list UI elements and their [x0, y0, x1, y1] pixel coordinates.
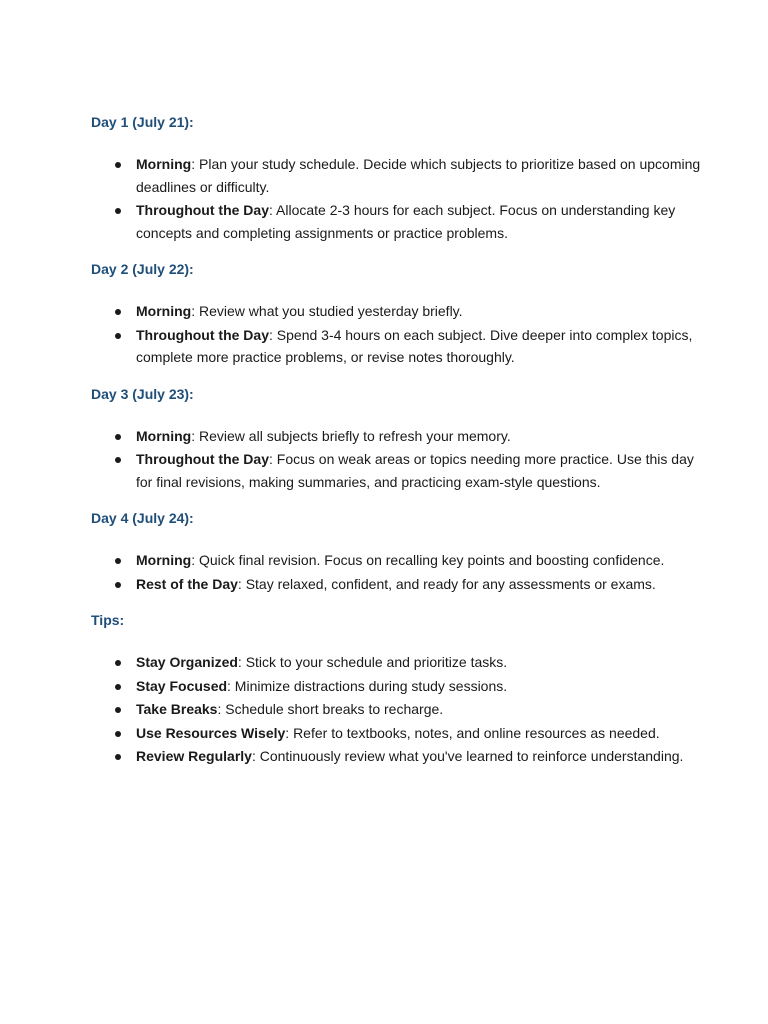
- item-text: : Stick to your schedule and prioritize tasks.: [237, 654, 508, 670]
- bullet-icon: [115, 731, 121, 737]
- item-text: : Refer to textbooks, notes, and online resources as needed.: [285, 724, 660, 741]
- item-text: : Plan your study schedule. Decide which subjects to prioritize based on upcoming deadlines or difficulty.: [136, 156, 701, 195]
- bullet-icon: [115, 457, 121, 463]
- item-text: : Allocate 2-3 hours for each subject. Focus on understanding key concepts and completing assignments or practice problems.: [136, 202, 676, 241]
- bullet-icon: [115, 754, 121, 760]
- item-term: Throughout the Day: [136, 451, 269, 467]
- list-item: [91, 153, 708, 198]
- bullet-icon: [115, 434, 121, 440]
- section-day-1: [91, 113, 708, 244]
- item-term: Use Resources Wisely: [136, 724, 286, 741]
- section-tips: [91, 611, 708, 768]
- bullet-icon: [115, 582, 121, 588]
- section-heading: Day 4 (July 24):: [91, 510, 194, 526]
- item-text: : Stay relaxed, confident, and ready for any assessments or exams.: [237, 575, 656, 592]
- item-text: : Spend 3-4 hours on each subject. Dive deeper into complex topics, complete more practice problems, or revise notes thoroughly.: [136, 326, 693, 365]
- item-term: Rest of the Day: [136, 575, 238, 592]
- bullet-icon: [115, 309, 121, 315]
- item-text: : Continuously review what you've learned to reinforce understanding.: [251, 748, 684, 764]
- section-day-3: [91, 385, 708, 494]
- item-text: : Minimize distractions during study sessions.: [227, 677, 508, 694]
- list-item: [91, 573, 708, 596]
- section-day-4: [91, 509, 708, 595]
- item-term: Morning: [136, 427, 192, 444]
- item-term: Morning: [136, 156, 192, 172]
- list-item: [91, 324, 708, 369]
- section-heading: Tips:: [91, 612, 125, 628]
- item-term: Throughout the Day: [136, 326, 269, 343]
- item-term: Review Regularly: [136, 748, 252, 764]
- list-item: [91, 300, 708, 323]
- item-term: Morning: [136, 303, 192, 319]
- list-item: [91, 425, 708, 448]
- bullet-icon: [115, 333, 121, 339]
- item-text: : Schedule short breaks to recharge.: [217, 701, 444, 717]
- item-text: : Focus on weak areas or topics needing more practice. Use this day for final revisions, making summaries, and practicing exam-style questions.: [136, 451, 694, 490]
- bullet-list: [91, 300, 708, 369]
- bullet-icon: [115, 707, 121, 713]
- item-text: : Review all subjects briefly to refresh your memory.: [191, 427, 511, 444]
- item-text: : Quick final revision. Focus on recalling key points and boosting confidence.: [191, 552, 665, 568]
- item-term: Take Breaks: [136, 701, 218, 717]
- bullet-list: [91, 651, 708, 768]
- section-day-2: [91, 260, 708, 369]
- section-heading: Day 2 (July 22):: [91, 261, 194, 277]
- bullet-icon: [115, 660, 121, 666]
- list-item: [91, 722, 708, 745]
- list-item: [91, 199, 708, 244]
- bullet-list: [91, 549, 708, 595]
- list-item: [91, 651, 708, 674]
- item-term: Stay Organized: [136, 654, 238, 670]
- bullet-icon: [115, 684, 121, 690]
- list-item: [91, 549, 708, 572]
- bullet-list: [91, 153, 708, 244]
- bullet-icon: [115, 162, 121, 168]
- list-item: [91, 745, 708, 768]
- bullet-icon: [115, 558, 121, 564]
- item-term: Throughout the Day: [136, 202, 269, 218]
- list-item: [91, 675, 708, 698]
- section-heading: Day 1 (July 21):: [91, 114, 194, 130]
- item-term: Stay Focused: [136, 677, 228, 694]
- list-item: [91, 448, 708, 493]
- bullet-list: [91, 425, 708, 494]
- section-heading: Day 3 (July 23):: [91, 385, 194, 402]
- item-term: Morning: [136, 552, 192, 568]
- list-item: [91, 698, 708, 721]
- item-text: : Review what you studied yesterday briefly.: [191, 303, 463, 319]
- bullet-icon: [115, 208, 121, 214]
